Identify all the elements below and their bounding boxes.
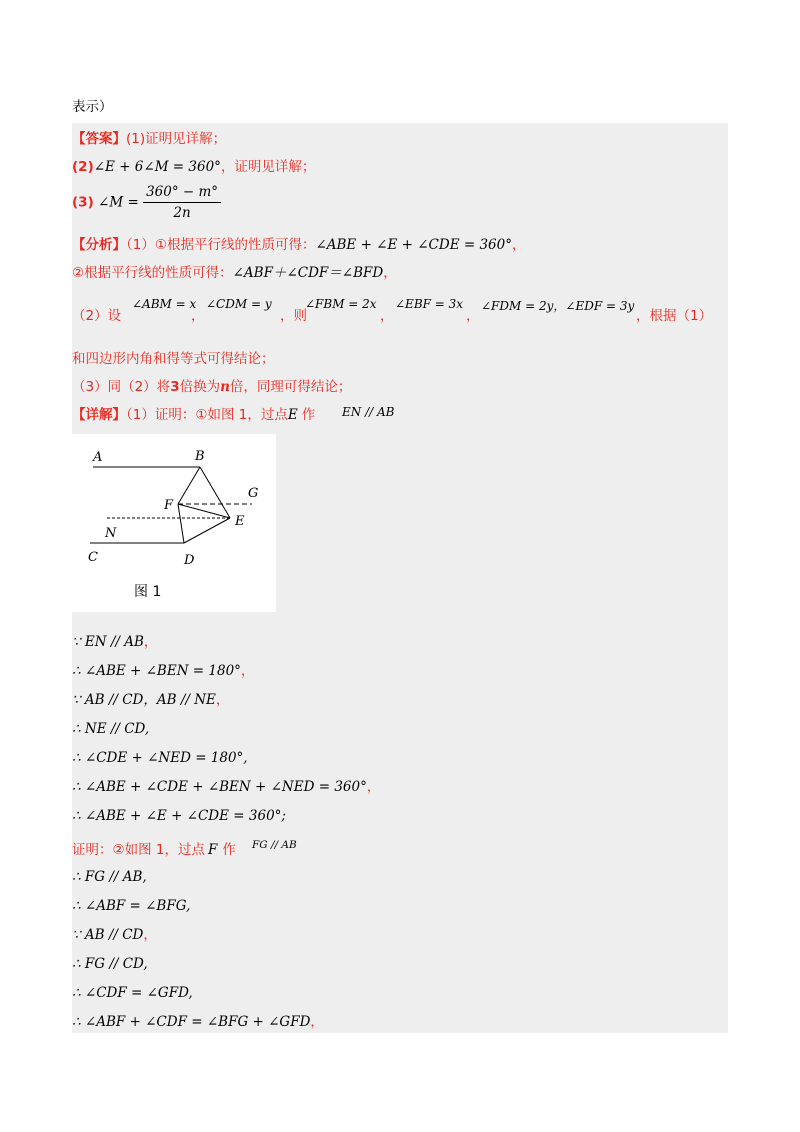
detail-tag: 【详解】 bbox=[72, 407, 126, 423]
analysis-l3-tail: ，根据（1） bbox=[636, 308, 713, 324]
figure-caption: 图 1 bbox=[134, 584, 162, 600]
geometry-diagram bbox=[72, 434, 276, 612]
label-e: E bbox=[235, 514, 245, 529]
segment-bf bbox=[178, 467, 200, 504]
analysis-l1-formula: ∠ABE + ∠E + ∠CDE = 360° bbox=[315, 237, 512, 253]
analysis-l2-formula: ∠ABF＋∠CDF＝∠BFD bbox=[232, 265, 384, 281]
analysis-l5-num: 3 bbox=[170, 379, 180, 395]
segment-be bbox=[200, 467, 230, 518]
proof2-heading bbox=[72, 841, 236, 859]
detail-line-1 bbox=[72, 406, 315, 424]
proof2-6-text: ∴ ∠ABF + ∠CDF = ∠BFG + ∠GFD bbox=[72, 1014, 311, 1030]
proof1-1-tail: ， bbox=[143, 634, 158, 650]
proof2-heading-formula: FG // AB bbox=[252, 839, 297, 851]
detail-l1-point: E bbox=[287, 407, 298, 423]
proof2-heading-zuo: 作 bbox=[222, 842, 236, 858]
proof2-line-4 bbox=[72, 955, 148, 973]
segment-fe bbox=[178, 504, 230, 518]
answer-line-1 bbox=[72, 130, 226, 148]
proof2-2-text: ∴ ∠ABF = ∠BFG, bbox=[72, 898, 191, 914]
proof2-line-3 bbox=[72, 926, 157, 944]
proof1-7-text: ∴ ∠ABE + ∠E + ∠CDE = 360°; bbox=[72, 808, 286, 824]
proof2-5-text: ∴ ∠CDF = ∠GFD, bbox=[72, 985, 193, 1001]
proof2-6-tail: ， bbox=[310, 1014, 324, 1030]
proof1-6-text: ∴ ∠ABE + ∠CDE + ∠BEN + ∠NED = 360° bbox=[72, 779, 367, 795]
label-d: D bbox=[184, 553, 195, 568]
proof2-heading-text: 证明：②如图 1，过点 bbox=[72, 842, 205, 858]
analysis-l3-f3: ∠FBM = 2x bbox=[305, 297, 377, 311]
analysis-l2-text: ②根据平行线的性质可得： bbox=[72, 265, 233, 281]
figure-1 bbox=[72, 434, 276, 612]
answer-part2-label: (2) bbox=[72, 159, 94, 175]
proof2-line-1 bbox=[72, 868, 147, 886]
proof1-3-tail: ， bbox=[215, 692, 230, 708]
proof1-2-tail: ， bbox=[240, 663, 255, 679]
label-a: A bbox=[93, 450, 103, 465]
detail-l1-zuo: 作 bbox=[301, 407, 316, 423]
analysis-l3-f4: ∠EBF = 3x bbox=[395, 297, 464, 311]
proof1-line-4 bbox=[72, 720, 149, 738]
answer-line-2 bbox=[72, 158, 315, 176]
proof2-3-tail: ， bbox=[143, 927, 157, 943]
proof1-4-text: ∴ NE // CD, bbox=[72, 721, 150, 737]
analysis-l1-text: （1）①根据平行线的性质可得： bbox=[126, 237, 316, 253]
answer-part1: (1)证明见详解； bbox=[126, 131, 227, 147]
analysis-l3-comma3: ， bbox=[466, 308, 480, 324]
proof2-4-text: ∴ FG // CD, bbox=[72, 956, 148, 972]
answer-part2-formula: ∠E + 6∠M = 360° bbox=[93, 159, 221, 175]
analysis-l2-tail: ， bbox=[383, 265, 397, 281]
proof2-3-text: ∵ AB // CD bbox=[72, 927, 144, 943]
segment-fd bbox=[178, 504, 184, 543]
analysis-l5-n: n bbox=[220, 379, 230, 395]
proof1-line-1 bbox=[72, 633, 157, 651]
proof2-line-6 bbox=[72, 1013, 324, 1031]
proof2-line-2 bbox=[72, 897, 190, 915]
answer-tag: 【答案】 bbox=[72, 131, 126, 147]
proof1-line-6 bbox=[72, 778, 380, 796]
label-f: F bbox=[164, 498, 174, 513]
analysis-line-5 bbox=[72, 378, 351, 396]
answer-part3-fraction bbox=[143, 183, 221, 222]
label-b: B bbox=[195, 449, 205, 464]
proof2-line-5 bbox=[72, 984, 193, 1002]
analysis-l5-mid: 倍换为 bbox=[179, 379, 221, 395]
answer-part2-tail: ，证明见详解； bbox=[220, 159, 316, 175]
segment-de bbox=[184, 518, 230, 543]
fraction-denominator: 2n bbox=[173, 205, 191, 221]
analysis-l3-f5: ∠FDM = 2y，∠EDF = 3y bbox=[481, 299, 635, 313]
label-n: N bbox=[105, 526, 117, 541]
proof1-3-text: ∵ AB // CD，AB // NE bbox=[72, 692, 216, 708]
analysis-line-1 bbox=[72, 236, 525, 254]
detail-l1-text: （1）证明：①如图 1，过点 bbox=[126, 407, 288, 423]
proof2-heading-point: F bbox=[207, 842, 218, 858]
analysis-l3-lead: （2）设 bbox=[72, 308, 122, 324]
proof1-line-3 bbox=[72, 691, 229, 709]
analysis-l5-post: 倍，同理可得结论； bbox=[229, 379, 352, 395]
analysis-l3-f1: ∠ABM = x bbox=[132, 297, 197, 311]
answer-line-3 bbox=[72, 183, 221, 222]
proof1-line-2 bbox=[72, 662, 254, 680]
analysis-l3-then: ，则 bbox=[280, 308, 307, 324]
detail-l1-formula: EN // AB bbox=[342, 405, 395, 419]
label-g: G bbox=[248, 486, 259, 501]
proof1-1-text: ∵ EN // AB bbox=[72, 634, 144, 650]
answer-part3-label: (3) bbox=[72, 194, 94, 211]
proof1-2-text: ∴ ∠ABE + ∠BEN = 180° bbox=[72, 663, 241, 679]
analysis-tag: 【分析】 bbox=[72, 237, 126, 253]
analysis-l3-f2: ∠CDM = y bbox=[206, 297, 272, 311]
analysis-l3-comma2: ， bbox=[380, 308, 394, 324]
analysis-l3-comma1: ， bbox=[191, 308, 205, 324]
proof1-line-5 bbox=[72, 749, 248, 767]
analysis-line-2 bbox=[72, 264, 397, 282]
proof2-1-text: ∴ FG // AB, bbox=[72, 869, 147, 885]
top-line: 表示） bbox=[72, 99, 113, 115]
label-c: C bbox=[88, 550, 98, 565]
proof1-5-text: ∴ ∠CDE + ∠NED = 180°, bbox=[72, 750, 248, 766]
fraction-numerator: 360° − m° bbox=[143, 183, 221, 203]
proof1-6-tail: ， bbox=[366, 779, 381, 795]
analysis-line-4: 和四边形内角和得等式可得结论； bbox=[72, 351, 275, 367]
analysis-l1-tail: ， bbox=[511, 237, 526, 253]
proof1-line-7 bbox=[72, 807, 286, 825]
analysis-l5-pre: （3）同（2）将 bbox=[72, 379, 171, 395]
answer-part3-lhs: ∠M = bbox=[98, 194, 139, 211]
